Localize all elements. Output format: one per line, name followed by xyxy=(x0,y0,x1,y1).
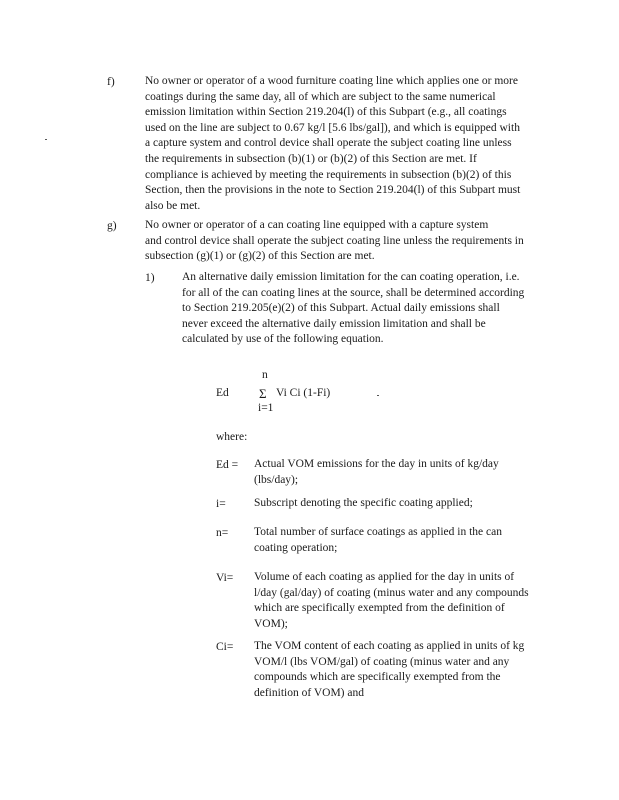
text-line: An alternative daily emission limitation for the can coating operation, i.e. xyxy=(182,271,520,283)
equation-lhs: Ed xyxy=(216,387,229,399)
text-line: subsection (g)(1) or (g)(2) of this Section are met. xyxy=(145,250,375,263)
definition-text xyxy=(254,570,529,632)
text-line: (lbs/day); xyxy=(254,473,299,486)
section-f-text xyxy=(145,74,520,214)
text-line: The VOM content of each coating as applied in units of kg xyxy=(254,640,525,652)
section-g1-text xyxy=(182,270,524,348)
text-line: a capture system and control device shall operate the subject coating line unless xyxy=(145,137,512,150)
equation-lower-limit: i=1 xyxy=(258,402,274,414)
text-line: Actual VOM emissions for the day in units of kg/day xyxy=(254,458,499,470)
definition-text xyxy=(254,525,502,556)
text-line: VOM); xyxy=(254,617,288,630)
text-line: compounds which are specifically exempted from the xyxy=(254,671,501,684)
equation-upper-limit: n xyxy=(262,369,268,381)
text-line: the requirements in subsection (b)(1) or (b)(2) of this Section are met. If xyxy=(145,152,477,165)
where-label: where: xyxy=(216,431,248,443)
text-line: compliance is achieved by meeting the requirements in subsection (b)(2) of this xyxy=(145,168,512,181)
text-line: used on the line are subject to 0.67 kg/l [5.6 lbs/gal]), and which is equipped with xyxy=(145,121,520,134)
text-line: VOM/l (lbs VOM/gal) of coating (minus water and any xyxy=(254,655,510,668)
text-line: and control device shall operate the subject coating line unless the requirements in xyxy=(145,234,524,247)
text-line: for all of the can coating lines at the source, shall be determined according xyxy=(182,286,525,299)
text-line: Total number of surface coatings as applied in the can xyxy=(254,526,502,538)
text-line: Volume of each coating as applied for the day in units of xyxy=(254,571,515,583)
text-line: to Section 219.205(e)(2) of this Subpart. Actual daily emissions shall xyxy=(182,302,500,315)
text-line: calculated by use of the following equation. xyxy=(182,333,384,346)
definition-symbol: Ed = xyxy=(216,459,239,471)
section-g1-label: 1) xyxy=(145,272,155,284)
text-line: which are specifically exempted from the definition of xyxy=(254,602,505,615)
text-line: No owner or operator of a wood furniture coating line which applies one or more xyxy=(145,75,518,87)
definition-text xyxy=(254,639,524,701)
equation-sum-symbol: Σ xyxy=(259,386,267,401)
text-line: emission limitation within Section 219.204(l) of this Subpart (e.g., all coatings xyxy=(145,106,507,119)
definition-symbol: Ci= xyxy=(216,641,234,653)
text-line: coatings during the same day, all of which are subject to the same numerical xyxy=(145,90,496,103)
section-g-label: g) xyxy=(107,220,117,232)
definition-text xyxy=(254,457,499,488)
definition-text xyxy=(254,496,473,512)
definition-symbol: Vi= xyxy=(216,572,234,584)
margin-mark xyxy=(45,139,47,140)
text-line: also be met. xyxy=(145,199,201,212)
text-line: l/day (gal/day) of coating (minus water and any compounds xyxy=(254,586,529,599)
text-line: never exceed the alternative daily emission limitation and shall be xyxy=(182,317,486,330)
text-line: Subscript denoting the specific coating applied; xyxy=(254,497,473,509)
section-g-text xyxy=(145,218,524,265)
section-f-label: f) xyxy=(107,76,115,88)
definition-symbol: i= xyxy=(216,498,226,510)
equation-trailing-mark xyxy=(377,395,379,396)
definition-symbol: n= xyxy=(216,527,229,539)
equation-term: Vi Ci (1-Fi) xyxy=(276,387,331,399)
text-line: Section, then the provisions in the note to Section 219.204(l) of this Subpart must xyxy=(145,184,521,197)
text-line: No owner or operator of a can coating line equipped with a capture system xyxy=(145,219,489,231)
text-line: coating operation; xyxy=(254,541,338,554)
text-line: definition of VOM) and xyxy=(254,686,364,699)
